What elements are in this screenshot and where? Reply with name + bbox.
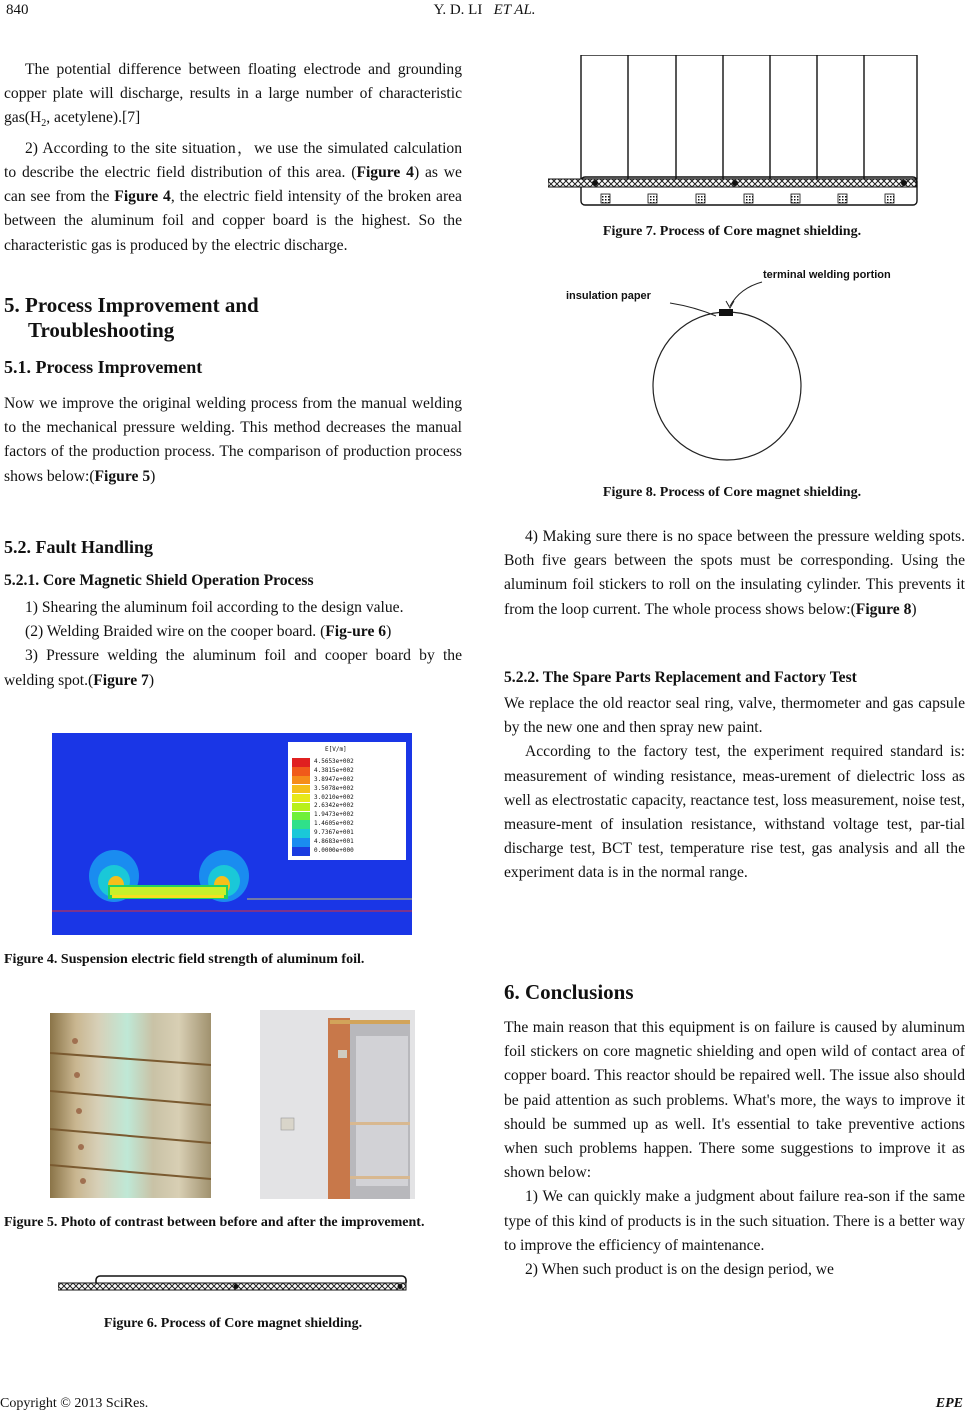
paragraph: Now we improve the original welding process from the manual welding to the mechanical pressure welding. This method decreases the manual factors of the production process. The comparison of production process shows below:(Figure 5) [4,395,462,485]
left-steps [4,596,462,693]
photo-after [260,1010,415,1199]
legend-rows [292,758,354,856]
legend-row [292,838,354,847]
legend-value: 4.3815e+002 [314,766,354,774]
braided-wire [58,1283,406,1290]
foil-field [110,887,226,895]
right-conclusions [504,1016,965,1282]
figure-ref[interactable]: Figure 5 [94,467,151,485]
legend-value: 0.0000e+000 [314,846,354,854]
figure-ref[interactable]: Figure 4 [356,163,414,181]
figure-4-simulation [52,733,412,935]
legend-row [292,785,354,794]
legend-swatch [292,829,310,837]
legend-swatch [292,847,310,855]
figure-ref[interactable]: Figure 7 [93,671,149,689]
welding-block [338,1050,347,1058]
legend-value: 4.8683e+001 [314,838,354,846]
legend-value: 3.8947e+002 [314,775,354,783]
legend-value: 2.6342e+002 [314,802,354,810]
footer-copyright: Copyright © 2013 SciRes. [0,1396,149,1411]
figure-8-diagram [560,266,912,474]
legend-row [292,829,354,838]
label-terminal: terminal welding portion [763,269,891,281]
braided-wire [50,1129,211,1143]
paragraph: We replace the old reactor seal ring, valve, thermometer and gas capsule by the new one and then spray new paint. [504,695,965,737]
section-heading: 5. Process Improvement and [4,293,259,317]
braided-wire [50,1091,211,1105]
paragraph: (2) Welding Braided wire on the cooper board. (Fig-ure 6) [25,623,392,641]
copper-strip [328,1018,350,1199]
figure-caption: Figure 6. Process of Core magnet shielding. [103,1316,363,1331]
page-number: 840 [6,2,29,18]
legend-swatch [292,820,310,828]
section-heading: 6. Conclusions [504,980,634,1004]
field-legend [288,742,406,860]
label-insulation: insulation paper [566,290,651,302]
legend-swatch [292,838,310,846]
legend-swatch [292,794,310,802]
legend-row [292,758,354,767]
leader-line [730,282,762,306]
welding-point [398,1284,403,1289]
subsubsection-heading: 5.2.1. Core Magnetic Shield Operation Process [4,572,314,589]
paragraph: 1) We can quickly make a judgment about failure rea-son if the same type of this kind of products is in the such situation. There is a better way to improve the efficiency of maintenance. [504,1188,965,1254]
legend-row [292,847,354,856]
footer-journal: EPE [935,1396,963,1411]
running-header [0,2,969,19]
legend-value: 4.5653e+002 [314,758,354,765]
tape-strip [350,1122,410,1125]
paragraph: 1) Shearing the aluminum foil according to the design value. [25,599,404,616]
welding-spot [76,1108,82,1114]
paragraph: 2) According to the site situation，we use the simulated calculation to describe the electric field distribution of this area. (Figure 4) as we can see from the Figure 4, the electric field intensity of the broken area between the aluminum foil and copper board is the highest. So the characteristic gas is produced by the electric discharge. [4,139,462,254]
legend-row [292,820,354,829]
photo-before-details [50,1013,211,1198]
legend-swatch [292,767,310,775]
aluminum-foil-panel [581,55,917,179]
legend-row [292,794,354,803]
legend-value: 3.5078e+002 [314,784,354,792]
welding-block [281,1118,294,1130]
welding-point [592,180,598,186]
figure-caption: Figure 4. Suspension electric field strength of aluminum foil. [4,952,365,967]
welding-point [732,180,738,186]
subsection-heading: 5.1. Process Improvement [4,357,203,377]
tape-strip [350,1176,410,1179]
figure-ref[interactable]: Figure 8 [855,600,912,618]
welding-spot [78,1144,84,1150]
braided-wire [50,1053,211,1065]
figure-7-diagram [548,55,920,211]
right-body [504,692,965,886]
legend-swatch [292,776,310,784]
welding-spot [885,194,894,203]
foil-highlight [356,1036,408,1186]
header-authors: Y. D. LI [433,2,483,18]
figure-caption: Figure 7. Process of Core magnet shielding. [602,224,862,239]
braided-wire [50,1165,211,1179]
paragraph: 3) Pressure welding the aluminum foil and cooper board by the welding spot.(Figure 7) [4,647,462,689]
welding-point [234,1284,239,1289]
legend-value: 3.0210e+002 [314,793,354,801]
legend-swatch [292,785,310,793]
legend-value: 9.7367e+001 [314,829,354,837]
welding-spot [696,194,705,203]
legend-swatch [292,758,310,766]
figure-caption: Figure 5. Photo of contrast between before and after the improvement. [4,1215,425,1230]
photo-after-details [260,1010,415,1199]
figure-caption: Figure 8. Process of Core magnet shielding. [602,485,862,500]
paragraph: 2) When such product is on the design period, we [525,1261,834,1279]
figure-ref[interactable]: Fig-ure 6 [325,623,387,641]
welding-spot [838,194,847,203]
welding-spot [791,194,800,203]
welding-point [901,180,907,186]
legend-swatch [292,803,310,811]
welding-spot [72,1038,78,1044]
legend-title: E[V/m] [325,746,347,753]
paragraph: 4) Making sure there is no space between the pressure welding spots. Both five gears between the spots must be corresponding. Using the aluminum foil stickers to roll on the insulating cylinder. This prevents it from the loop current. The whole process shows below:(Figure 8) [504,528,965,618]
insulating-cylinder [653,312,801,460]
welding-spot [74,1072,80,1078]
legend-row [292,776,354,785]
welding-spot [80,1178,86,1184]
legend-row [292,802,354,811]
section-heading: Troubleshooting [28,318,175,342]
paragraph: The main reason that this equipment is on failure is caused by aluminum foil stickers on core magnetic shielding and open wild of contact area of copper board. This reactor should be repaired well. The issue also should be paid attention as such problems. What's more, the ways to improve it should be summed up as well. It's essential to take preventive actions when such problems happen. There some suggestions to improve it as shown below: [504,1019,965,1182]
figure-ref[interactable]: Figure 4 [114,188,171,206]
legend-value: 1.9473e+002 [314,811,354,819]
legend-row [292,811,354,820]
left-column [4,58,462,258]
legend-row [292,767,354,776]
welding-spot [648,194,657,203]
legend-value: 1.4605e+002 [314,820,354,828]
paragraph: According to the factory test, the experiment required standard is: measurement of winding resistance, meas-urement of dielectric loss as well as electrostatic capacity, reactance test, loss measurement, noise test, measure-ment of insulation resistance, withstand voltage test, par-tial discharge test, BCT test, temperature rise test, gas analysis and all the experiment data is in the normal range. [504,743,965,882]
tape-strip [330,1020,410,1024]
header-et-al: ET AL. [493,2,536,18]
subsubsection-heading: 5.2.2. The Spare Parts Replacement and Factory Test [504,669,857,686]
figure-6-diagram [58,1274,408,1296]
photo-before [50,1013,211,1198]
welding-spot [744,194,753,203]
terminal-welding-block [719,309,733,316]
legend-swatch [292,812,310,820]
welding-spot [601,194,610,203]
subsection-heading: 5.2. Fault Handling [4,537,154,557]
paragraph: The potential difference between floating electrode and grounding copper plate will discharge, results in a large number of characteristic $gas(H_2$, acetylene).[7] [4,61,462,130]
foil-field-edge [112,895,224,898]
